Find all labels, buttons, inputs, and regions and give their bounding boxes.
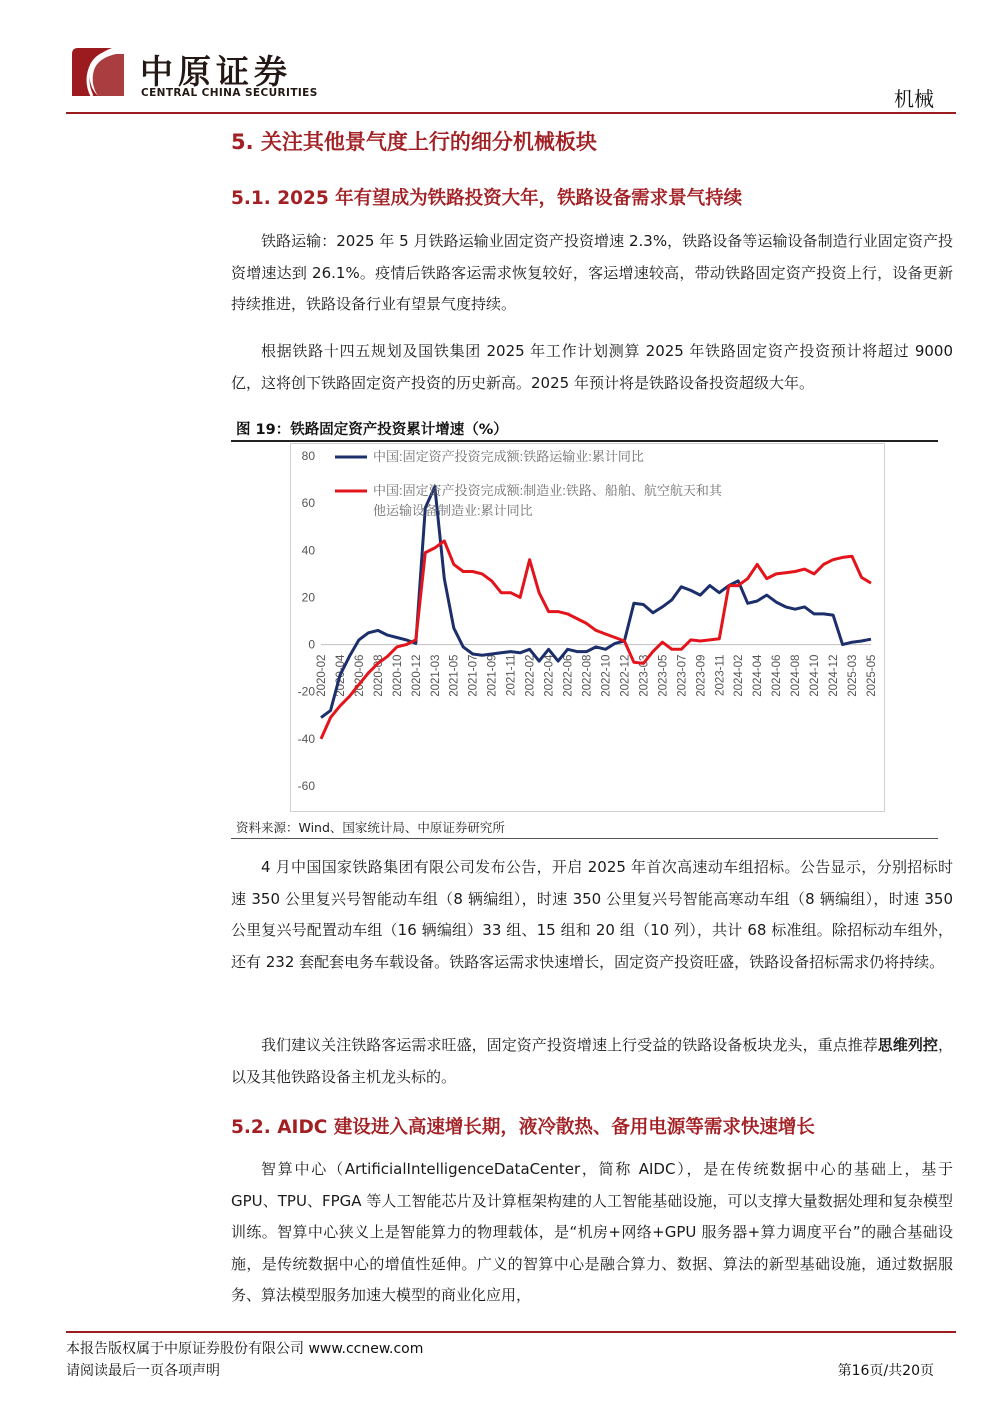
figure-title: 图 19：铁路固定资产投资累计增速（%） xyxy=(236,422,508,438)
legend-transport-equipment-label: 他运输设备制造业:累计同比 xyxy=(373,503,533,518)
line-chart xyxy=(291,444,884,811)
figure-bottom-rule xyxy=(231,838,938,839)
y-tick-label: 20 xyxy=(301,590,315,605)
figure-source: 资料来源：Wind、国家统计局、中原证券研究所 xyxy=(236,820,505,835)
paragraph-aidc xyxy=(231,1154,953,1312)
x-tick-label: 2025-03 xyxy=(847,654,860,697)
x-tick-label: 2023-09 xyxy=(695,654,708,697)
y-tick-label: 80 xyxy=(301,449,315,463)
section-heading: 5. 关注其他景气度上行的细分机械板块 xyxy=(231,130,597,154)
x-tick-label: 2022-12 xyxy=(619,654,632,697)
x-tick-label: 2022-04 xyxy=(543,654,556,697)
x-tick-label: 2023-11 xyxy=(714,654,727,696)
x-tick-label: 2024-06 xyxy=(771,654,784,697)
x-tick-label: 2020-02 xyxy=(316,654,328,697)
x-tick-label: 2021-09 xyxy=(486,654,499,697)
x-tick-label: 2024-12 xyxy=(828,654,841,697)
y-tick-label: -40 xyxy=(297,731,315,746)
recommendation-post: ，以及其他铁路设备主机龙头标的。 xyxy=(231,1036,953,1086)
company-name-en: CENTRAL CHINA SECURITIES xyxy=(141,87,318,99)
x-tick-label: 2025-05 xyxy=(866,654,878,697)
chart-container xyxy=(290,443,885,812)
subsection-heading-5-1: 5.1. 2025 年有望成为铁路投资大年，铁路设备需求景气持续 xyxy=(231,188,743,209)
y-tick-label: -60 xyxy=(297,779,315,793)
paragraph-text: 智算中心（ArtificialIntelligenceDataCenter，简称 AIDC），是在传统数据中心的基础上，基于 GPU、TPU、FPGA 等人工智能芯片及计算框架构建的人工智能基础设施，可以支撑大量数据处理和复杂模型训练。智算中心狭义上是智能算力的物理载体，是“机房+网络+GPU 服务器+算力调度平台”的融合基础设施，是传统数据中心的增值性延伸。广义的智算中心是融合算力、数据、算法的新型基础设施，通过数据服务、算法模型服务加速大模型的商业化应用， xyxy=(231,1160,953,1304)
y-tick-label: 60 xyxy=(301,496,315,511)
x-tick-label: 2022-02 xyxy=(524,654,537,697)
x-tick-label: 2020-04 xyxy=(334,654,347,697)
y-tick-label: -20 xyxy=(297,684,315,699)
paragraph-text: 4 月中国国家铁路集团有限公司发布公告，开启 2025 年首次高速动车组招标。公告显示，分别招标时速 350 公里复兴号智能动车组（8 辆编组），时速 350 公里复兴号智能高寒动车组（8 辆编组），时速 350 公里复兴号配置动车组（16 辆编组）33 组、15 组和 20 组（10 列），共计 68 标准组。除招标动车组外，还有 232 套配套电务车载设备。铁路客运需求快速增长，固定资产投资旺盛，铁路设备招标需求仍将持续。 xyxy=(231,858,953,971)
paragraph-rail-investment xyxy=(231,226,953,321)
header-divider xyxy=(66,112,956,114)
paragraph-text xyxy=(231,1030,953,1093)
recommended-stock: 思维列控 xyxy=(877,1036,938,1054)
page-number: 第16页/共20页 xyxy=(837,1363,934,1379)
company-logo-mark xyxy=(68,44,128,100)
legend-rail-transport-label: 中国:固定资产投资完成额:铁路运输业:累计同比 xyxy=(373,449,644,464)
x-tick-label: 2021-11 xyxy=(505,654,518,696)
legend-transport-equipment-label: 中国:固定资产投资完成额:制造业:铁路、船舶、航空航天和其 xyxy=(373,483,722,498)
paragraph-text: 根据铁路十四五规划及国铁集团 2025 年工作计划测算 2025 年铁路固定资产投资预计将超过 9000 亿，这将创下铁路固定资产投资的历史新高。2025 年预计将是铁路设备投资超级大年。 xyxy=(231,342,953,392)
x-tick-label: 2022-08 xyxy=(581,654,594,697)
subsection-heading-5-2: 5.2. AIDC 建设进入高速增长期，液冷散热、备用电源等需求快速增长 xyxy=(231,1117,815,1138)
x-tick-label: 2024-02 xyxy=(733,654,746,697)
recommendation-pre: 我们建议关注铁路客运需求旺盛，固定资产投资增速上行受益的铁路设备板块龙头，重点推荐 xyxy=(261,1036,878,1054)
paragraph-text: 铁路运输：2025 年 5 月铁路运输业固定资产投资增速 2.3%，铁路设备等运输设备制造行业固定资产投资增速达到 26.1%。疫情后铁路客运需求恢复较好，客运增速较高，带动铁路固定资产投资上行，设备更新持续推进，铁路设备行业有望景气度持续。 xyxy=(231,232,953,313)
company-name-cn: 中原证券 xyxy=(140,52,292,91)
x-tick-label: 2022-10 xyxy=(600,654,613,697)
x-tick-label: 2021-05 xyxy=(448,654,461,697)
footer-divider xyxy=(66,1331,956,1333)
x-tick-label: 2020-10 xyxy=(391,654,404,697)
x-tick-label: 2023-03 xyxy=(638,654,651,697)
x-tick-label: 2021-03 xyxy=(429,654,442,697)
x-tick-label: 2024-08 xyxy=(790,654,803,697)
x-tick-label: 2022-06 xyxy=(562,654,575,697)
paragraph-rail-plan xyxy=(231,336,953,399)
paragraph-emu-tender xyxy=(231,852,953,978)
x-tick-label: 2024-04 xyxy=(752,654,765,697)
y-tick-label: 0 xyxy=(308,637,315,652)
footer-copyright: 本报告版权属于中原证券股份有限公司 www.ccnew.com xyxy=(66,1341,424,1357)
x-tick-label: 2023-05 xyxy=(657,654,670,697)
footer-disclaimer: 请阅读最后一页各项声明 xyxy=(66,1363,220,1379)
x-tick-label: 2020-08 xyxy=(372,654,385,697)
section-tag: 机械 xyxy=(894,87,934,111)
x-tick-label: 2024-10 xyxy=(809,654,822,697)
figure-top-rule xyxy=(231,440,938,442)
x-tick-label: 2023-07 xyxy=(676,654,689,697)
x-tick-label: 2020-12 xyxy=(410,654,423,697)
paragraph-recommendation xyxy=(231,1030,953,1093)
x-tick-label: 2021-07 xyxy=(467,654,480,697)
x-tick-label: 2020-06 xyxy=(353,654,366,697)
y-tick-label: 40 xyxy=(301,543,315,558)
